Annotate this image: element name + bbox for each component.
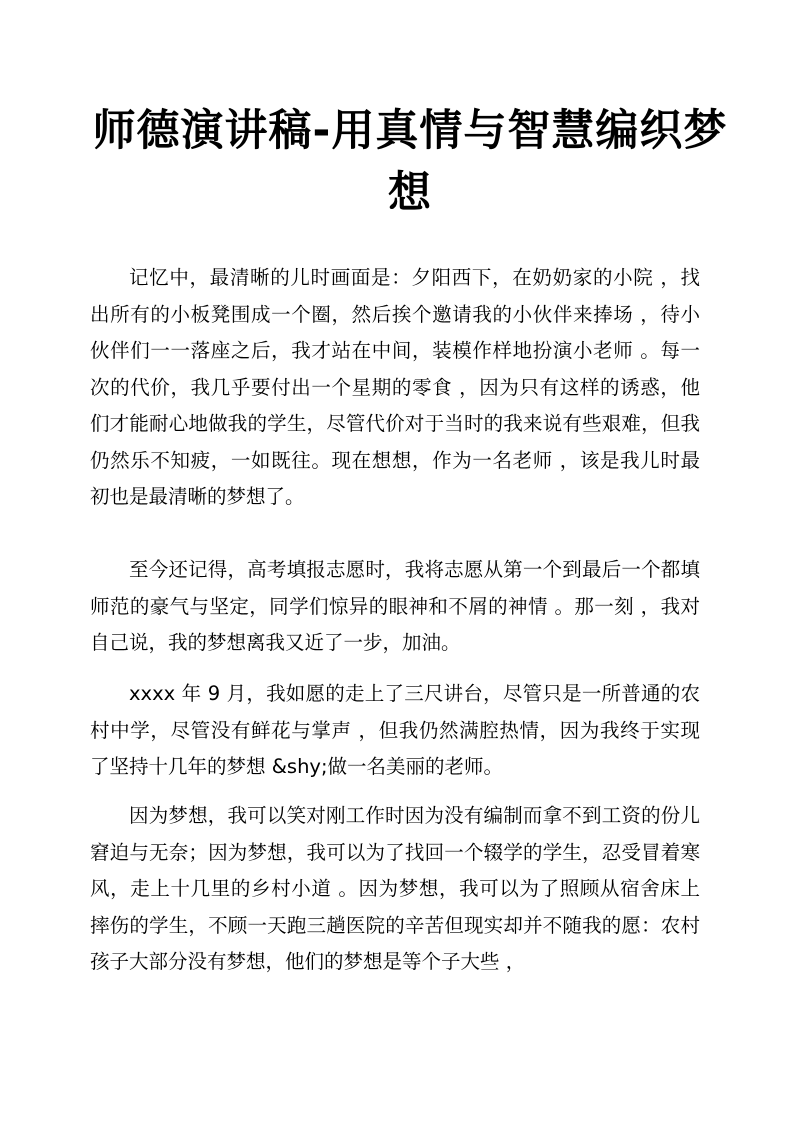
paragraph-childhood-dream: 记忆中，最清晰的儿时画面是：夕阳西下，在奶奶家的小院 ，找出所有的小板凳围成一个圈，然后挨个邀请我的小伙伴来捧场 ，待小伙伴们一一落座之后，我才站在中间，装模作样地扮演小老师 。每一次的代价，我几乎要付出一个星期的零食 ，因为只有这样的诱惑，他们才能耐心地做我的学生，尽管代价对于当时的我来说有些艰难，但我仍然乐不知疲，一如既往。现在想想，作为一名老师 ，该是我儿时最初也是最清晰的梦想了。 [90, 266, 700, 508]
paragraph-college-application: 至今还记得，高考填报志愿时，我将志愿从第一个到最后一个都填师范的豪气与坚定，同学们惊异的眼神和不屑的神情 。那一刻 ，我对自己说，我的梦想离我又近了一步，加油。 [90, 558, 700, 654]
paragraph-because-of-dream: 因为梦想，我可以笑对刚工作时因为没有编制而拿不到工资的份儿窘迫与无奈；因为梦想，我可以为了找回一个辍学的学生，忍受冒着寒风，走上十几里的乡村小道 。因为梦想，我可以为了照顾从宿舍床上摔伤的学生，不顾一天跑三趟医院的辛苦但现实却并不随我的愿：农村孩子大部分没有梦想，他们的梦想是等个子大些 ， [90, 804, 700, 973]
document-title: 师德演讲稿-用真情与智慧编织梦想 [92, 106, 728, 218]
paragraph-first-teaching-job: xxxx 年 9 月，我如愿的走上了三尺讲台，尽管只是一所普通的农村中学，尽管没有鲜花与掌声 ，但我仍然满腔热情，因为我终于实现了坚持十几年的梦想 &shy;做一名美丽的老师。 [90, 682, 700, 778]
